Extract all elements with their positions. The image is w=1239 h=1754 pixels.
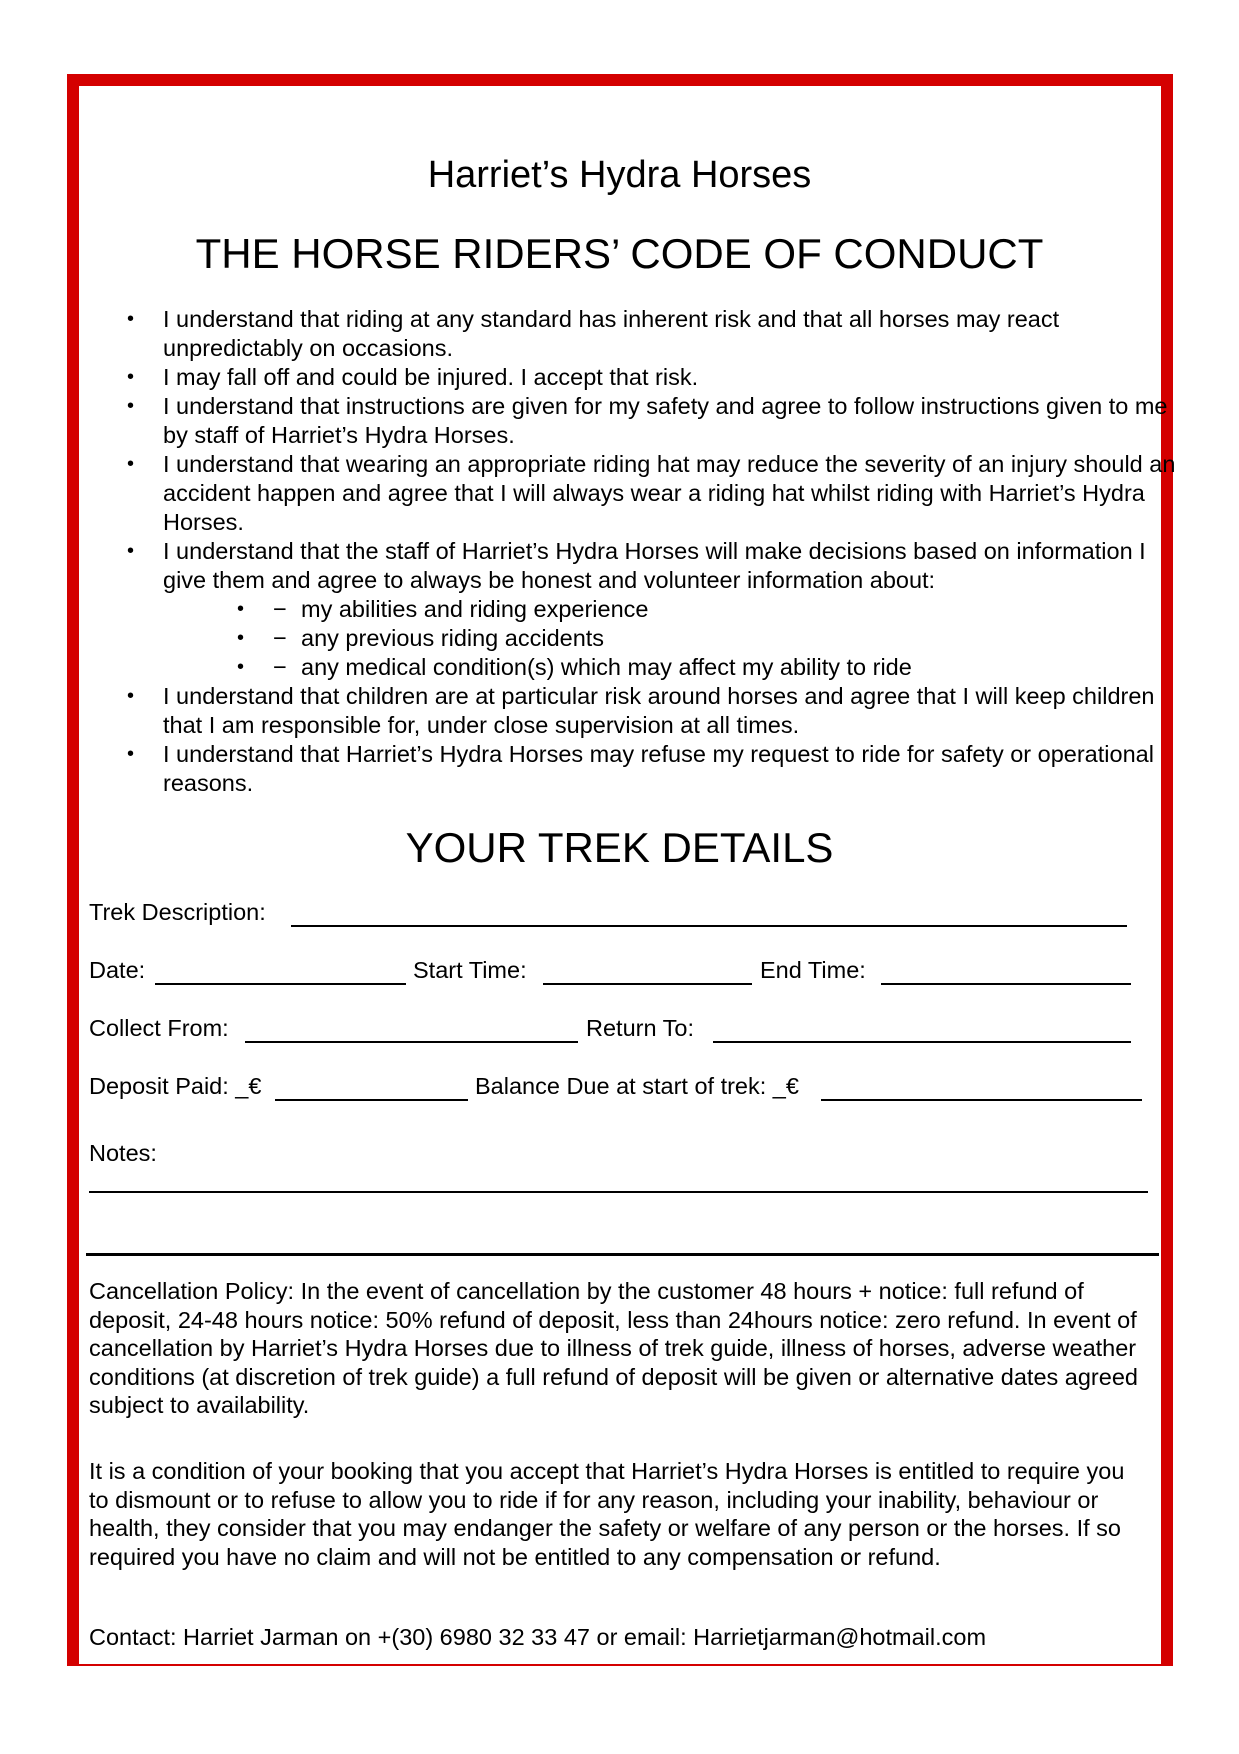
list-item: • I understand that children are at particular risk around horses and agree that I will keep children that I am responsible for, under close supervision at all times. (127, 682, 1177, 740)
sub-list (163, 595, 1177, 682)
dash-marker: • − (273, 654, 287, 680)
sub-list-item-text: any previous riding accidents (301, 625, 605, 651)
trek-description-line[interactable] (291, 925, 1127, 927)
list-item: • I understand that Harriet’s Hydra Horses may refuse my request to ride for safety or operational reasons. (127, 740, 1177, 798)
deposit-paid-label: Deposit Paid: _€ (89, 1073, 262, 1099)
collect-from-line[interactable] (245, 1041, 578, 1043)
code-of-conduct-list (127, 305, 1177, 798)
trek-details-title: YOUR TREK DETAILS (405, 824, 834, 871)
list-item: • I understand that wearing an appropriate riding hat may reduce the severity of an injury should an accident happen and agree that I will always wear a riding hat whilst riding with Harriet’s Hydra Horses. (127, 450, 1177, 537)
company-name: Harriet’s Hydra Horses (427, 154, 812, 196)
notes-line[interactable] (89, 1191, 1148, 1193)
document-title: THE HORSE RIDERS’ CODE OF CONDUCT (195, 230, 1044, 277)
collect-from-label: Collect From: (89, 1015, 229, 1041)
list-item (127, 537, 1177, 682)
sub-list-item (163, 653, 1177, 682)
sub-list-item-text: my abilities and riding experience (301, 596, 649, 622)
return-to-label: Return To: (586, 1015, 694, 1041)
sub-list-item (163, 595, 1177, 624)
list-item: • I understand that riding at any standard has inherent risk and that all horses may react unpredictably on occasions. (127, 305, 1177, 363)
dash-marker: • − (273, 625, 287, 651)
sub-list-item (163, 624, 1177, 653)
start-time-line[interactable] (543, 983, 752, 985)
date-label: Date: (89, 957, 146, 983)
end-time-label: End Time: (760, 957, 866, 983)
start-time-label: Start Time: (413, 957, 527, 983)
cancellation-policy: Cancellation Policy: In the event of cancellation by the customer 48 hours + notice: full refund of deposit, 24-48 hours notice: 50% refund of deposit, less than 24hours notice: zero refund. In event of cancellation by Harriet’s Hydra Horses due to illness of trek guide, illness of horses, adverse weather conditions (at discretion of trek guide) a full refund of deposit will be given or alternative dates agreed subject to availability. (89, 1278, 1138, 1419)
list-item: • I understand that instructions are given for my safety and agree to follow instructions given to me by staff of Harriet’s Hydra Horses. (127, 392, 1177, 450)
return-to-line[interactable] (713, 1041, 1131, 1043)
list-item-text: I understand that the staff of Harriet’s Hydra Horses will make decisions based on information I give them and agree to always be honest and volunteer information about: (163, 538, 1146, 593)
booking-condition: It is a condition of your booking that you accept that Harriet’s Hydra Horses is entitled to require you to dismount or to refuse to allow you to ride if for any reason, including your inability, behaviour or health, they consider that you may endanger the safety or welfare of any person or the horses. If so required you have no claim and will not be entitled to any compensation or refund. (89, 1458, 1125, 1570)
end-time-line[interactable] (881, 983, 1131, 985)
notes-label: Notes: (89, 1140, 157, 1166)
dash-marker: • − (273, 596, 287, 622)
deposit-paid-line[interactable] (275, 1099, 468, 1101)
sub-list-item-text: any medical condition(s) which may affect my ability to ride (301, 654, 912, 680)
list-item: • I may fall off and could be injured. I accept that risk. (127, 363, 1177, 392)
balance-due-line[interactable] (821, 1099, 1142, 1101)
contact-info: Contact: Harriet Jarman on +(30) 6980 32 33 47 or email: Harrietjarman@hotmail.com (89, 1624, 987, 1650)
date-line[interactable] (155, 983, 406, 985)
balance-due-label: Balance Due at start of trek: _€ (475, 1073, 799, 1099)
section-divider (86, 1253, 1159, 1256)
trek-description-label: Trek Description: (89, 899, 266, 925)
